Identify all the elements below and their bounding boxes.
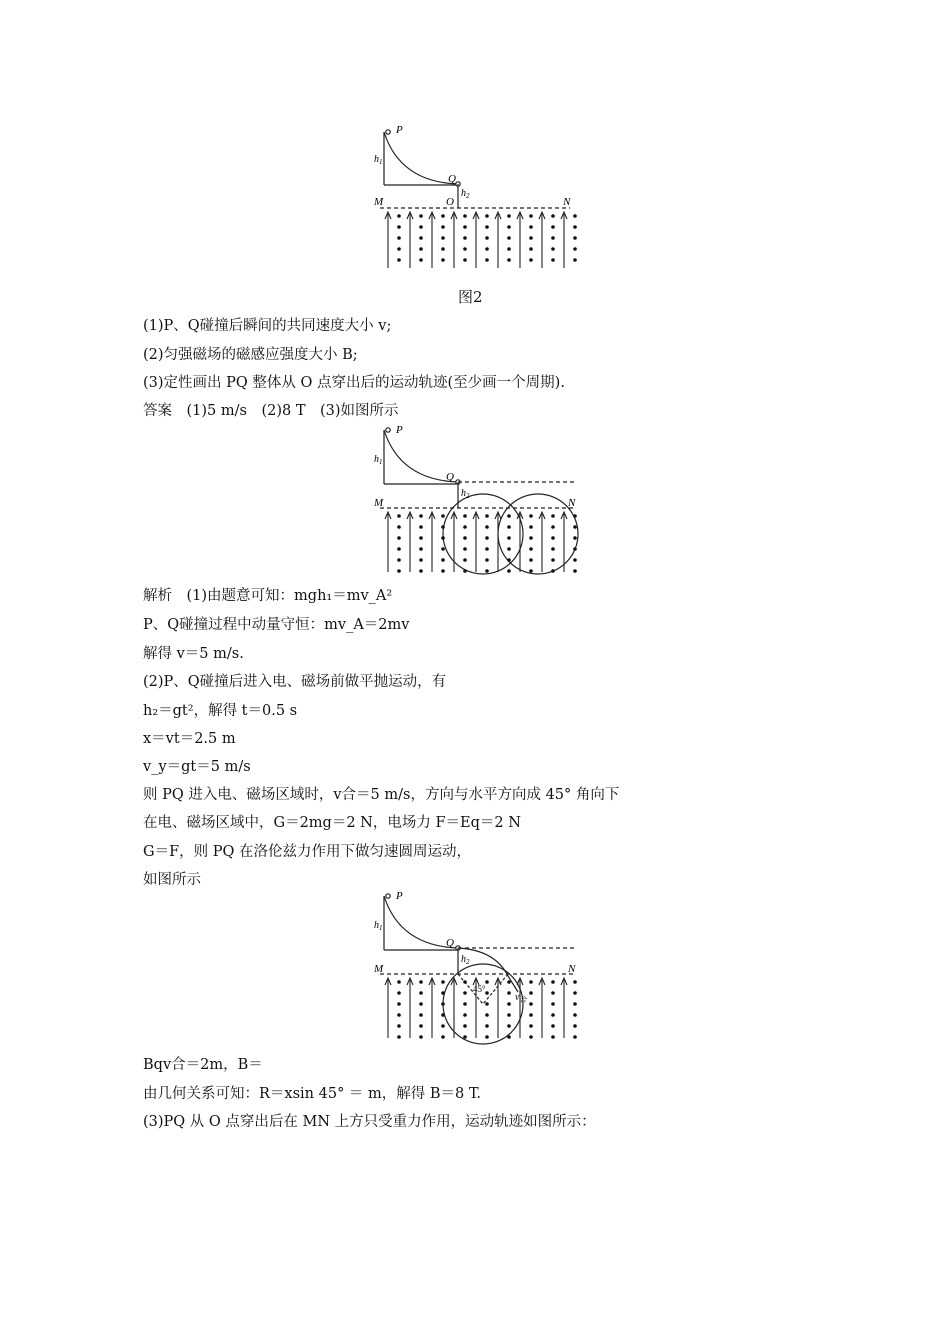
label-m: M xyxy=(374,196,384,208)
label-h1: $h_1$ xyxy=(374,920,383,932)
field-dot xyxy=(441,247,445,251)
label-angle: 45° xyxy=(473,984,486,994)
field-dot xyxy=(463,525,467,529)
field-dot xyxy=(551,225,555,229)
field-dot xyxy=(463,247,467,251)
label-n: N xyxy=(568,497,576,509)
label-p: P xyxy=(396,424,403,436)
field-dot xyxy=(551,1013,555,1017)
field-dot xyxy=(463,536,467,540)
field-dot xyxy=(485,1002,489,1006)
field-dot xyxy=(419,991,423,995)
field-dot xyxy=(573,1035,577,1039)
field-dot xyxy=(419,1024,423,1028)
field-dot xyxy=(573,558,577,562)
field-dot xyxy=(529,258,533,262)
field-dot xyxy=(529,980,533,984)
field-dot xyxy=(507,258,511,262)
analysis-line: P、Q碰撞过程中动量守恒：mv_A＝2mv xyxy=(143,617,410,633)
field-dot xyxy=(397,525,401,529)
field-dot xyxy=(529,236,533,240)
figure-1-diagram xyxy=(370,120,580,275)
field-dot xyxy=(485,1024,489,1028)
field-dot xyxy=(419,1002,423,1006)
label-q: Q xyxy=(446,937,454,949)
field-dot xyxy=(397,1035,401,1039)
field-dot xyxy=(529,569,533,573)
field-dot xyxy=(463,1002,467,1006)
field-dot xyxy=(397,569,401,573)
analysis-line: (2)P、Q碰撞后进入电、磁场前做平抛运动，有 xyxy=(143,674,447,690)
field-dot xyxy=(419,547,423,551)
label-h1: $h_1$ xyxy=(374,454,383,466)
question-1: (1)P、Q碰撞后瞬间的共同速度大小 v; xyxy=(143,318,392,334)
field-dot xyxy=(419,525,423,529)
field-dot xyxy=(507,1013,511,1017)
field-dot xyxy=(529,536,533,540)
field-dot xyxy=(485,980,489,984)
analysis-line: 由几何关系可知：R＝xsin 45° ＝ m，解得 B＝8 T. xyxy=(143,1086,482,1102)
field-dot xyxy=(573,1013,577,1017)
label-m: M xyxy=(374,497,384,509)
field-dot xyxy=(419,214,423,218)
label-m: M xyxy=(374,963,384,975)
field-dot xyxy=(529,1035,533,1039)
field-dot xyxy=(573,214,577,218)
field-dot xyxy=(551,514,555,518)
field-dot xyxy=(419,514,423,518)
field-dot xyxy=(419,558,423,562)
field-dot xyxy=(419,247,423,251)
field-dot xyxy=(419,980,423,984)
field-dot xyxy=(551,525,555,529)
field-dot xyxy=(507,991,511,995)
analysis-line: h₂＝gt²，解得 t＝0.5 s xyxy=(143,703,298,719)
field-dot xyxy=(441,547,445,551)
field-dot xyxy=(441,569,445,573)
field-dot xyxy=(463,1013,467,1017)
field-dot xyxy=(441,980,445,984)
field-dot xyxy=(573,525,577,529)
field-dot xyxy=(397,258,401,262)
field-dot xyxy=(529,1013,533,1017)
field-dot xyxy=(463,569,467,573)
field-dot xyxy=(573,536,577,540)
field-dot xyxy=(441,514,445,518)
field-dot xyxy=(463,514,467,518)
label-q: Q xyxy=(446,471,454,483)
field-dot xyxy=(441,525,445,529)
label-h2: $h_2$ xyxy=(461,188,470,200)
field-dot xyxy=(529,1002,533,1006)
field-dot xyxy=(573,991,577,995)
field-dot xyxy=(397,536,401,540)
field-dot xyxy=(441,236,445,240)
field-dot xyxy=(507,214,511,218)
analysis-line: x＝vt＝2.5 m xyxy=(143,731,236,747)
field-dot xyxy=(441,558,445,562)
analysis-line: 则 PQ 进入电、磁场区域时，v合＝5 m/s，方向与水平方向成 45° 角向下 xyxy=(143,787,620,803)
field-dot xyxy=(551,1024,555,1028)
label-p: P xyxy=(396,890,403,902)
label-n: N xyxy=(563,196,571,208)
field-dot xyxy=(397,214,401,218)
field-dot xyxy=(507,247,511,251)
field-dot xyxy=(529,1024,533,1028)
label-h2: $h_2$ xyxy=(461,954,470,966)
field-dot xyxy=(485,1013,489,1017)
field-dot xyxy=(485,214,489,218)
field-dot xyxy=(529,514,533,518)
field-dot xyxy=(441,258,445,262)
field-dot xyxy=(551,1002,555,1006)
field-dot xyxy=(397,225,401,229)
field-dot xyxy=(507,1035,511,1039)
field-dot xyxy=(529,558,533,562)
label-h1: $h_1$ xyxy=(374,154,383,166)
field-dot xyxy=(551,236,555,240)
field-dot xyxy=(507,514,511,518)
question-3: (3)定性画出 PQ 整体从 O 点穿出后的运动轨迹(至少画一个周期). xyxy=(143,375,565,391)
field-dot xyxy=(463,225,467,229)
field-dot xyxy=(573,1024,577,1028)
field-dot xyxy=(529,991,533,995)
field-dot xyxy=(529,225,533,229)
field-dot xyxy=(419,225,423,229)
field-dot xyxy=(397,1024,401,1028)
field-dot xyxy=(441,1002,445,1006)
field-dot xyxy=(419,1035,423,1039)
field-dot xyxy=(573,514,577,518)
field-dot xyxy=(551,558,555,562)
field-dot xyxy=(419,1013,423,1017)
field-dot xyxy=(507,1024,511,1028)
field-dot xyxy=(573,247,577,251)
field-dot xyxy=(485,247,489,251)
field-dot xyxy=(441,1035,445,1039)
field-dot xyxy=(485,1035,489,1039)
field-dot xyxy=(573,569,577,573)
field-dot xyxy=(551,214,555,218)
question-2: (2)匀强磁场的磁感应强度大小 B; xyxy=(143,347,358,363)
field-dot xyxy=(573,225,577,229)
answer-line: 答案 (1)5 m/s (2)8 T (3)如图所示 xyxy=(143,403,399,419)
field-dot xyxy=(397,980,401,984)
field-dot xyxy=(551,991,555,995)
field-dot xyxy=(485,991,489,995)
label-p: P xyxy=(396,124,403,136)
field-dot xyxy=(463,214,467,218)
field-dot xyxy=(551,980,555,984)
field-dot xyxy=(485,547,489,551)
field-dot xyxy=(551,258,555,262)
field-dot xyxy=(551,536,555,540)
field-dot xyxy=(463,558,467,562)
field-dot xyxy=(441,536,445,540)
field-dot xyxy=(485,258,489,262)
field-dot xyxy=(441,1013,445,1017)
field-dot xyxy=(485,558,489,562)
field-dot xyxy=(397,236,401,240)
field-dot xyxy=(573,980,577,984)
field-dot xyxy=(397,558,401,562)
field-dot xyxy=(507,558,511,562)
label-o: O xyxy=(446,196,454,208)
analysis-line: 如图所示 xyxy=(143,872,201,888)
field-dot xyxy=(419,258,423,262)
field-dot xyxy=(463,547,467,551)
analysis-line: 解得 v＝5 m/s. xyxy=(143,646,244,662)
field-dot xyxy=(485,514,489,518)
field-dot xyxy=(529,547,533,551)
field-dot xyxy=(507,236,511,240)
field-dot xyxy=(507,980,511,984)
field-dot xyxy=(507,547,511,551)
field-dot xyxy=(397,991,401,995)
field-dot xyxy=(573,258,577,262)
field-dot xyxy=(397,1002,401,1006)
field-dot xyxy=(419,536,423,540)
analysis-line: G＝F，则 PQ 在洛伦兹力作用下做匀速圆周运动， xyxy=(143,844,472,860)
field-dot xyxy=(507,525,511,529)
field-dot xyxy=(551,569,555,573)
field-dot xyxy=(573,1002,577,1006)
field-dot xyxy=(507,569,511,573)
field-dot xyxy=(529,247,533,251)
label-n: N xyxy=(568,963,576,975)
label-q: Q xyxy=(448,173,456,185)
field-dot xyxy=(485,225,489,229)
field-dot xyxy=(551,547,555,551)
field-dot xyxy=(441,214,445,218)
field-dot xyxy=(529,525,533,529)
field-dot xyxy=(463,236,467,240)
field-dot xyxy=(419,569,423,573)
analysis-line: (3)PQ 从 O 点穿出后在 MN 上方只受重力作用，运动轨迹如图所示： xyxy=(143,1114,596,1130)
field-dot xyxy=(463,991,467,995)
analysis-line: Bqv合＝2m，B＝ xyxy=(143,1057,263,1073)
field-dot xyxy=(463,980,467,984)
figure-1-caption: 图2 xyxy=(458,288,483,306)
field-dot xyxy=(397,247,401,251)
field-dot xyxy=(485,569,489,573)
analysis-line: v_y＝gt＝5 m/s xyxy=(143,759,251,775)
field-dot xyxy=(463,1024,467,1028)
field-dot xyxy=(507,536,511,540)
field-dot xyxy=(419,236,423,240)
field-dot xyxy=(397,514,401,518)
field-dot xyxy=(529,214,533,218)
field-dot xyxy=(463,1035,467,1039)
label-v-he: $v_合$ xyxy=(515,992,527,1004)
figure-3-diagram xyxy=(370,888,580,1048)
field-dot xyxy=(485,536,489,540)
field-dot xyxy=(573,236,577,240)
field-dot xyxy=(485,236,489,240)
field-dot xyxy=(507,225,511,229)
label-h2: $h_2$ xyxy=(461,488,470,500)
analysis-line: 解析 (1)由题意可知：mgh₁＝mv_A² xyxy=(143,588,393,604)
field-dot xyxy=(397,547,401,551)
field-dot xyxy=(397,1013,401,1017)
field-dot xyxy=(573,547,577,551)
field-dot xyxy=(441,991,445,995)
field-dot xyxy=(551,247,555,251)
field-dot xyxy=(507,1002,511,1006)
field-dot xyxy=(441,1024,445,1028)
field-dot xyxy=(441,225,445,229)
analysis-line: 在电、磁场区域中，G＝2mg＝2 N，电场力 F＝Eq＝2 N xyxy=(143,815,521,831)
field-dot xyxy=(485,525,489,529)
figure-2-diagram xyxy=(370,422,580,580)
field-dot xyxy=(463,258,467,262)
field-dot xyxy=(551,1035,555,1039)
